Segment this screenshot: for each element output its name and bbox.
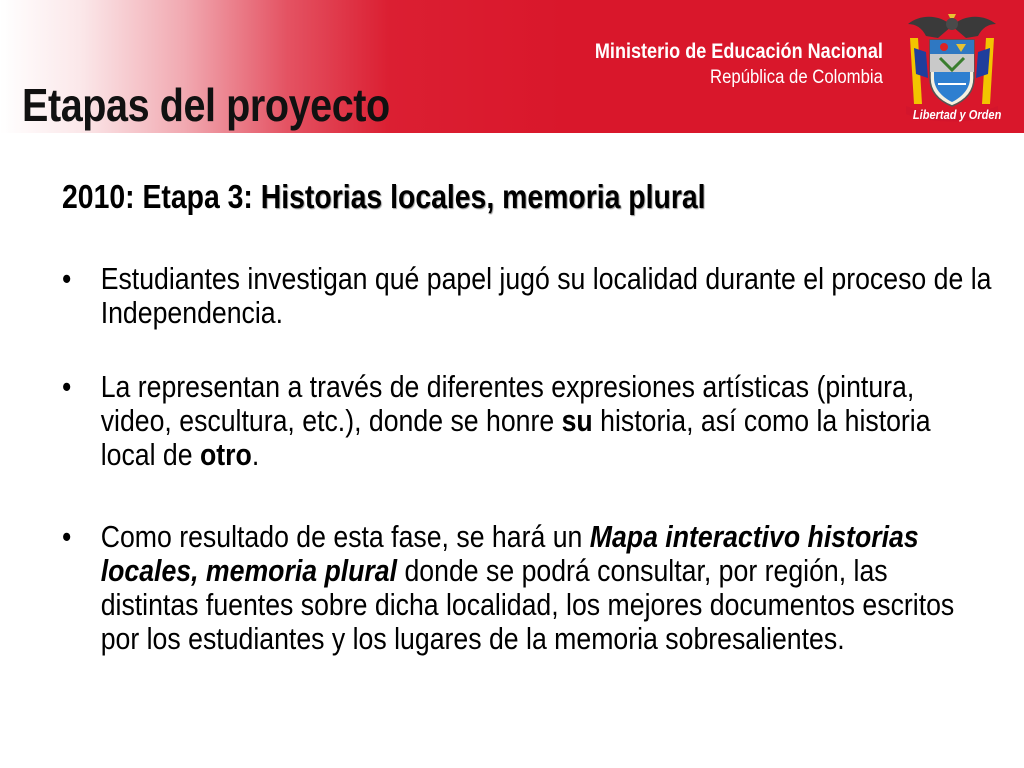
list-item [62,370,992,472]
bullet-text: Estudiantes investigan qué papel jugó su localidad durante el proceso de la Independencia. [100,261,992,330]
bullet-icon: • [62,519,72,554]
slide-subtitle [62,178,992,216]
bullet-bold: su [561,403,593,438]
bullet-text: La representan a través de diferentes expresiones artísticas (pintura, video, escultura, etc.), donde se honre [100,369,915,438]
motto-text: Libertad y Orden [912,107,1002,122]
bullet-bold: otro [200,437,252,472]
bullet-bold-italic: Mapa interactivo historias locales, memoria plural [100,519,919,588]
list-item [62,520,992,656]
country-name: República de Colombia [710,67,883,88]
bullet-text: Como resultado de esta fase, se hará un [100,519,590,554]
subtitle-highlight: Historias locales, memoria plural [260,178,706,215]
ministry-name: Ministerio de Educación Nacional [594,40,883,63]
ministry-block [548,40,883,89]
bullet-text: historia, así como la historia local de [100,403,931,472]
slide-title: Etapas del proyecto [22,79,390,131]
subtitle-prefix: 2010: Etapa 3: [62,178,261,215]
slide-content [62,178,992,696]
list-item [62,262,992,330]
bullet-text: donde se podrá consultar, por región, las distintas fuentes sobre dicha localidad, los mejores documentos escritos por los estudiantes y los lugares de la memoria sobresalientes. [100,553,955,656]
bullet-icon: • [62,261,72,296]
bullet-text: . [251,437,260,472]
bullet-icon: • [62,369,72,404]
